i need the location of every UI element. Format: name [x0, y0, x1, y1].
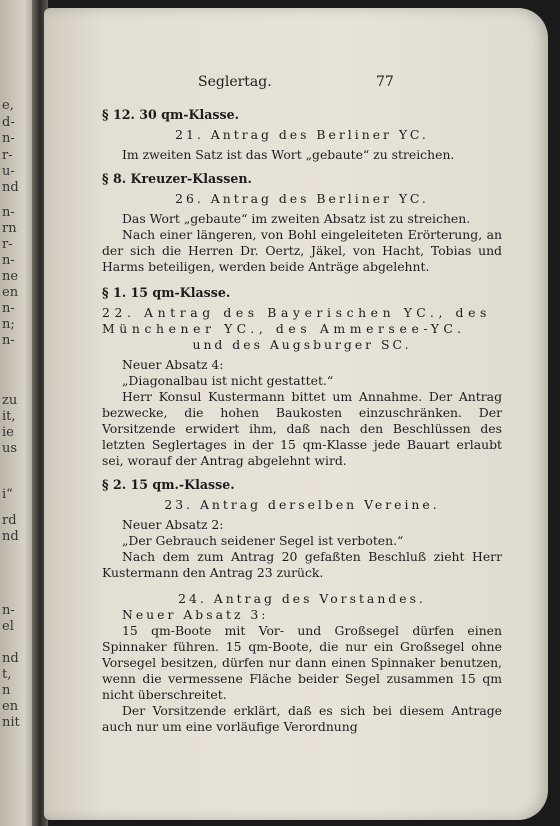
paragraph: Nach dem zum Antrag 20 gefaßten Beschluß zieht Herr Kustermann den Antrag 23 zurück.	[102, 549, 502, 580]
margin-fragment: n-	[2, 301, 15, 316]
margin-fragment: zu	[2, 393, 18, 408]
margin-fragment: r-	[2, 237, 13, 252]
motion-heading: 22. Antrag des Bayerischen YC., des	[102, 305, 491, 320]
margin-fragment: n	[2, 683, 11, 698]
running-title: Seglertag.	[198, 74, 272, 90]
paragraph: Neuer Absatz 4:	[122, 357, 224, 372]
margin-fragment: n-	[2, 205, 15, 220]
margin-fragment: el	[2, 619, 14, 634]
margin-fragment: n-	[2, 131, 15, 146]
margin-fragment: en	[2, 285, 19, 300]
margin-fragment: i“	[2, 487, 13, 502]
paragraph: Nach einer längeren, von Bohl eingeleiteten Erörterung, an der sich die Herren Dr. Oertz, Jäkel, von Hacht, Tobias und Harms beteiligen, werden beide Anträge abgelehnt.	[102, 227, 502, 274]
page-number: 77	[376, 74, 394, 90]
motion-heading: 21. Antrag des Berliner YC.	[175, 127, 429, 142]
margin-fragment: n;	[2, 317, 15, 332]
section-heading: § 2. 15 qm.-Klasse.	[102, 477, 235, 492]
margin-fragment: us	[2, 441, 18, 456]
paragraph: 15 qm-Boote mit Vor- und Großsegel dürfen einen Spinnaker führen. 15 qm-Boote, die nur ein Großsegel ohne Vorsegel besitzen, dürfen nur dann einen Spinnaker benutzen, wenn die vermessene Fläche beider Segel zusammen 15 qm nicht überschreitet.	[102, 623, 502, 702]
margin-fragment: rd	[2, 513, 17, 528]
book-page	[44, 8, 548, 820]
paragraph: Neuer Absatz 3:	[122, 607, 269, 622]
paragraph: Der Vorsitzende erklärt, daß es sich bei diesem Antrage auch nur um eine vorläufige Verordnung	[102, 703, 502, 734]
paragraph: Das Wort „gebaute“ im zweiten Absatz ist zu streichen.	[122, 211, 471, 226]
margin-fragment: n-	[2, 333, 15, 348]
margin-fragment: d-	[2, 115, 15, 130]
margin-fragment: ne	[2, 269, 19, 284]
quoted-text: „Diagonalbau ist nicht gestattet.“	[122, 373, 334, 388]
margin-fragment: u-	[2, 164, 15, 179]
margin-fragment: e,	[2, 98, 14, 113]
margin-fragment: t,	[2, 667, 12, 682]
margin-fragment: rn	[2, 221, 17, 236]
margin-fragment: nd	[2, 180, 19, 195]
section-heading: § 12. 30 qm-Klasse.	[102, 107, 240, 122]
margin-fragment: ie	[2, 425, 14, 440]
section-heading: § 8. Kreuzer-Klassen.	[102, 171, 252, 186]
motion-heading: 24. Antrag des Vorstandes.	[178, 591, 426, 606]
quoted-text: „Der Gebrauch seidener Segel ist verboten.“	[122, 533, 404, 548]
paragraph: Neuer Absatz 2:	[122, 517, 224, 532]
margin-fragment: nd	[2, 529, 19, 544]
paragraph: Im zweiten Satz ist das Wort „gebaute“ zu streichen.	[122, 147, 455, 162]
motion-heading: Münchener YC., des Ammersee-YC.	[102, 321, 466, 336]
motion-heading: 23. Antrag derselben Vereine.	[164, 497, 440, 512]
paragraph: Herr Konsul Kustermann bittet um Annahme. Der Antrag bezwecke, die hohen Baukosten einzuschränken. Der Vorsitzende erwidert ihm, daß nach den Beschlüssen des letzten Seglertages in der 15 qm-Klasse jede Bauart erlaubt sei, worauf der Antrag abgelehnt wird.	[102, 389, 502, 468]
motion-heading: 26. Antrag des Berliner YC.	[175, 191, 429, 206]
margin-fragment: nit	[2, 715, 20, 730]
margin-fragment: it,	[2, 409, 16, 424]
margin-fragment: en	[2, 699, 19, 714]
margin-fragment: nd	[2, 651, 19, 666]
section-heading: § 1. 15 qm-Klasse.	[102, 285, 231, 300]
motion-heading: und des Augsburger SC.	[192, 337, 412, 352]
margin-fragment: n-	[2, 253, 15, 268]
page-body	[102, 107, 502, 735]
margin-fragment: r-	[2, 148, 13, 163]
margin-fragment: n-	[2, 603, 15, 618]
